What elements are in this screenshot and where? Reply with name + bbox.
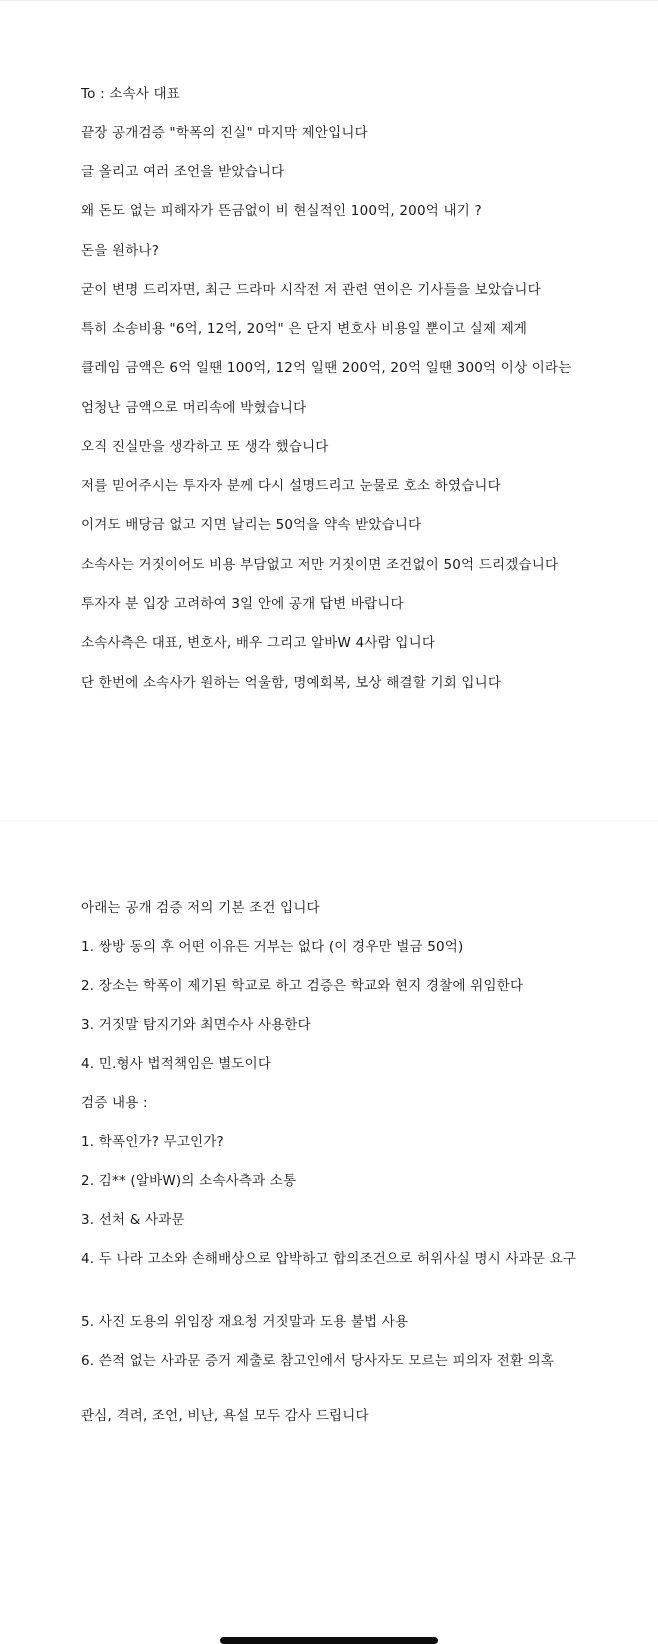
letter-line: 엄청난 금액으로 머리속에 박혔습니다: [81, 400, 307, 416]
letter-line: 끝장 공개검증 "학폭의 진실" 마지막 제안입니다: [81, 125, 368, 141]
letter-line: 소속사는 거짓이어도 비용 부담없고 저만 거짓이면 조건없이 50억 드리겠습니다: [81, 557, 559, 573]
condition-item: 3. 거짓말 탐지기와 최면수사 사용한다: [81, 1017, 311, 1033]
home-indicator[interactable]: [220, 1637, 438, 1644]
condition-item: 2. 장소는 학폭이 제기된 학교로 하고 검증은 학교와 현지 경찰에 위임한다: [81, 978, 524, 994]
letter-line: 돈을 원하나?: [81, 243, 160, 259]
letter-page-top: [0, 0, 658, 821]
verification-item: 5. 사진 도용의 위임장 재요청 거짓말과 도용 불법 사용: [81, 1314, 409, 1330]
letter-line: 왜 돈도 없는 피해자가 뜬금없이 비 현실적인 100억, 200억 내기 ?: [81, 203, 482, 219]
verification-item: 6. 쓴적 없는 사과문 증거 제출로 참고인에서 당사자도 모르는 피의자 전환 의혹: [81, 1353, 555, 1369]
letter-line: 클레임 금액은 6억 일땐 100억, 12억 일땐 200억, 20억 일땐 300억 이상 이라는: [81, 360, 572, 376]
letter-line: 굳이 변명 드리자면, 최근 드라마 시작전 저 관련 연이은 기사들을 보았습니다: [81, 282, 541, 298]
letter-line: 단 한번에 소속사가 원하는 억울함, 명예회복, 보상 해결할 기회 입니다: [81, 675, 502, 691]
letter-line: 글 올리고 여러 조언을 받았습니다: [81, 164, 285, 180]
letter-line: 저를 믿어주시는 투자자 분께 다시 설명드리고 눈물로 호소 하였습니다: [81, 478, 501, 494]
verification-item: 1. 학폭인가? 무고인가?: [81, 1134, 224, 1150]
verification-heading: 검증 내용 :: [81, 1095, 148, 1111]
letter-page-bottom: [0, 822, 658, 1644]
conditions-intro: 아래는 공개 검증 저의 기본 조건 입니다: [81, 900, 320, 916]
closing-line: 관심, 격려, 조언, 비난, 욕설 모두 감사 드립니다: [81, 1408, 369, 1424]
condition-item: 4. 민.형사 법적책임은 별도이다: [81, 1056, 272, 1072]
verification-item: 4. 두 나라 고소와 손해배상으로 압박하고 합의조건으로 허위사실 명시 사과문 요구: [81, 1251, 577, 1267]
verification-item: 3. 선처 & 사과문: [81, 1212, 185, 1228]
letter-line: 오직 진실만을 생각하고 또 생각 했습니다: [81, 439, 329, 455]
condition-item: 1. 쌍방 동의 후 어떤 이유든 거부는 없다 (이 경우만 벌금 50억): [81, 939, 464, 955]
verification-item: 2. 김** (알바W)의 소속사측과 소통: [81, 1173, 297, 1189]
letter-recipient: To : 소속사 대표: [81, 86, 181, 102]
letter-line: 투자자 분 입장 고려하여 3일 안에 공개 답변 바랍니다: [81, 596, 404, 612]
letter-line: 소속사측은 대표, 변호사, 배우 그리고 알바W 4사람 입니다: [81, 635, 436, 651]
letter-line: 이겨도 배당금 없고 지면 날리는 50억을 약속 받았습니다: [81, 517, 422, 533]
letter-line: 특히 소송비용 "6억, 12억, 20억" 은 단지 변호사 비용일 뿐이고 실제 제게: [81, 321, 528, 337]
